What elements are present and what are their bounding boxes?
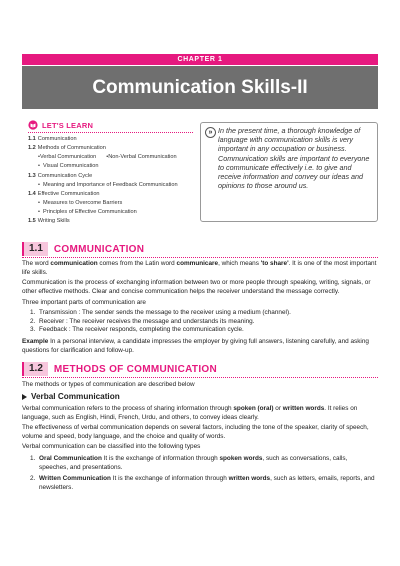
section-1-1-para-2: Communication is the process of exchanging information between two or more people through speaking, writing, signals, or other effective methods. Clear and concise communication helps the receiver understand the message correctly. (22, 279, 371, 295)
section-number: 1.1 (22, 242, 48, 256)
list-item: 1. Transmission : The sender sends the message to the receiver using a medium (channel). (30, 309, 291, 316)
chapter-label: CHAPTER 1 (22, 54, 378, 65)
book-icon (28, 120, 38, 130)
triangle-bullet-icon (22, 394, 27, 400)
lets-learn-heading (28, 119, 93, 131)
section-title: METHODS OF COMMUNICATION (53, 363, 218, 375)
toc-subitem: • Meaning and Importance of Feedback Communication (38, 181, 178, 188)
section-1-1-heading (22, 242, 144, 256)
chevron-right-icon: » (205, 127, 216, 138)
list-item: 2. Written Communication It is the exchange of information through written words, such as letters, emails, reports, and newsletters. (30, 475, 375, 491)
section-divider (22, 377, 378, 378)
section-divider (22, 257, 378, 258)
toc-subitem: • Visual Communication (38, 163, 99, 170)
section-1-1-para-1: The word communication comes from the Latin word communicare, which means 'to share'. It is one of the most important life skills. (22, 260, 377, 276)
lets-learn-divider (28, 132, 193, 133)
section-number: 1.2 (22, 362, 48, 376)
section-1-2-para-1: Verbal communication refers to the process of sharing information through spoken (oral) or written words. It relies on language, such as English, Hindi, French, Urdu, and others, to convey ideas clearly. (22, 405, 358, 421)
intro-quote-box (200, 122, 378, 222)
toc-item: 1.1 Communication (28, 135, 77, 142)
verbal-types-list (30, 455, 378, 492)
section-1-2-para-2: The effectiveness of verbal communication depends on several factors, including the tone of the speaker, clarity of speech, volume and speed, body language, and the choice and quality of words. (22, 424, 369, 440)
toc-subitem-pair: •Verbal Communication •Non-Verbal Communication (38, 154, 177, 161)
list-item: 2. Receiver : The receiver receives the message and understands its meaning. (30, 317, 255, 325)
lets-learn-list (28, 135, 187, 227)
toc-item: 1.2 Methods of Communication (28, 144, 106, 151)
section-1-1-para-3: Three important parts of communication are (22, 299, 146, 306)
toc-item: 1.5 Writing Skills (28, 218, 70, 225)
lets-learn-title: LET'S LEARN (42, 120, 94, 130)
section-1-2-intro: The methods or types of communication are described below (22, 381, 195, 388)
toc-subitem: • Measures to Overcome Barriers (38, 200, 123, 207)
chapter-title: Communication Skills-II (22, 66, 378, 109)
communication-parts-list (30, 309, 378, 335)
list-item: 1. Oral Communication It is the exchange of information through spoken words, such as conversations, calls, speeches, and presentations. (30, 455, 348, 471)
toc-item: 1.4 Effective Communication (28, 190, 100, 197)
section-title: COMMUNICATION (53, 243, 145, 255)
toc-item: 1.3 Communication Cycle (28, 172, 93, 179)
list-item: 3. Feedback : The receiver responds, completing the communication cycle. (30, 326, 244, 334)
section-1-2-para-3: Verbal communication can be classified into the following types (22, 443, 201, 450)
intro-quote-text: In the present time, a thorough knowledge of language with communication skills is very important in any occupation or business. Communication skills are important to everyone to communicate effectively i.e. to give and receive information and convey our ideas and opinions to those around us. (218, 126, 370, 191)
section-1-2-heading (22, 362, 217, 376)
verbal-communication-subheading: Verbal Communication (22, 392, 120, 401)
section-1-1-example: Example In a personal interview, a candidate impresses the employer by giving full answers, listening carefully, and asking questions for clarification and follow-up. (22, 338, 369, 354)
toc-subitem: • Principles of Effective Communication (38, 209, 137, 216)
